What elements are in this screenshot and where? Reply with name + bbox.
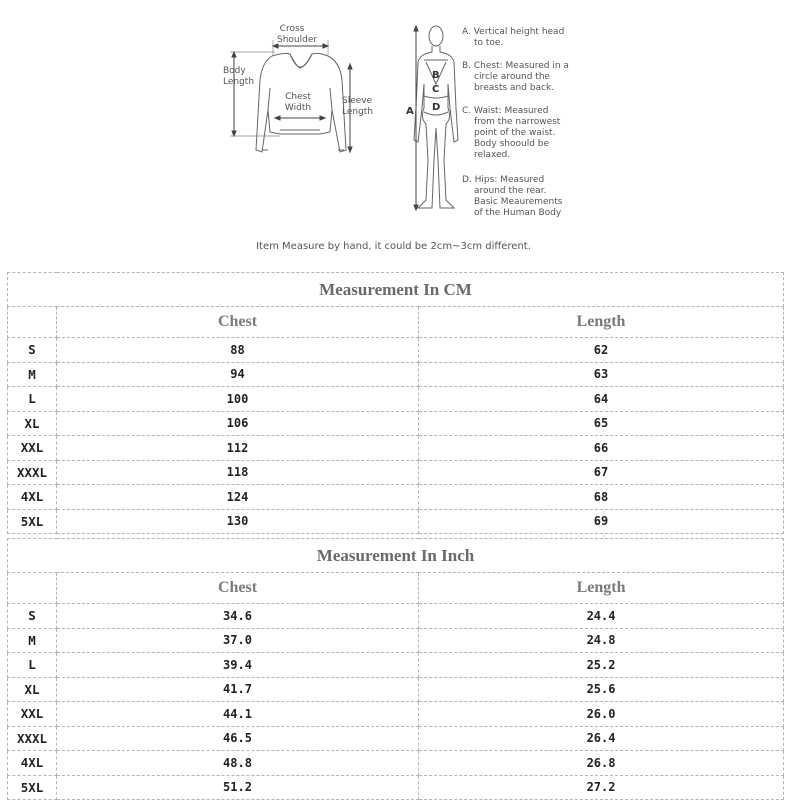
chest-cell: 44.1 — [57, 702, 419, 727]
chest-cell: 94 — [57, 362, 419, 387]
marker-d: D — [432, 102, 441, 113]
table-row — [8, 387, 784, 412]
marker-a: A — [406, 106, 414, 117]
size-cell: XL — [8, 677, 57, 702]
instruction-c-line-2: from the narrowest — [474, 117, 561, 127]
table-row — [8, 677, 784, 702]
chest-cell: 51.2 — [57, 775, 419, 800]
measurement-guide-figure — [0, 0, 807, 265]
instruction-d-line-2: around the rear. — [474, 186, 547, 196]
size-cell: XXXL — [8, 726, 57, 751]
instruction-b-line-3: breasts and back. — [474, 83, 555, 93]
instruction-a — [462, 27, 564, 49]
chest-cell: 118 — [57, 460, 419, 485]
length-cell: 25.6 — [419, 677, 784, 702]
size-table-inch — [7, 538, 784, 800]
size-cell: L — [8, 653, 57, 678]
size-cell: M — [8, 628, 57, 653]
table-row — [8, 362, 784, 387]
instruction-c-line-1: C. Waist: Measured — [462, 106, 549, 116]
size-cell: 4XL — [8, 485, 57, 510]
table-row — [8, 460, 784, 485]
body-length-label-2: Length — [223, 77, 255, 87]
table-row — [8, 702, 784, 727]
instruction-d-line-4: of the Human Body — [474, 208, 562, 218]
table-row — [8, 485, 784, 510]
instruction-b-line-2: circle around the — [474, 72, 551, 82]
table-title: Measurement In Inch — [8, 539, 784, 573]
length-cell: 69 — [419, 509, 784, 534]
instruction-a-line-2: to toe. — [474, 38, 504, 48]
length-cell: 24.4 — [419, 604, 784, 629]
size-cell: XXL — [8, 702, 57, 727]
table-title: Measurement In CM — [8, 273, 784, 307]
size-cell: 5XL — [8, 775, 57, 800]
table-row — [8, 775, 784, 800]
header-size — [8, 573, 57, 604]
table-row — [8, 751, 784, 776]
chest-cell: 39.4 — [57, 653, 419, 678]
size-cell: S — [8, 338, 57, 363]
length-cell: 66 — [419, 436, 784, 461]
instruction-c-line-3: point of the waist. — [474, 128, 556, 138]
chest-cell: 130 — [57, 509, 419, 534]
cross-shoulder-label: Cross — [279, 24, 305, 34]
chest-cell: 106 — [57, 411, 419, 436]
chest-width-label: Chest — [285, 92, 311, 102]
instruction-d-line-3: Basic Meaurements — [474, 197, 563, 207]
sleeve-length-label: Sleeve — [342, 96, 373, 106]
header-length: Length — [419, 307, 784, 338]
size-cell: XL — [8, 411, 57, 436]
length-cell: 26.4 — [419, 726, 784, 751]
instruction-c-line-4: Body shoould be — [474, 139, 550, 149]
header-size — [8, 307, 57, 338]
marker-c: C — [432, 84, 440, 95]
size-cell: 4XL — [8, 751, 57, 776]
length-cell: 25.2 — [419, 653, 784, 678]
size-cell: XXXL — [8, 460, 57, 485]
size-cell: L — [8, 387, 57, 412]
instruction-d-line-1: D. Hips: Measured — [462, 175, 545, 185]
chest-cell: 100 — [57, 387, 419, 412]
header-length: Length — [419, 573, 784, 604]
instruction-b — [462, 61, 569, 94]
size-table-cm — [7, 272, 784, 534]
chest-cell: 48.8 — [57, 751, 419, 776]
measurement-note: Item Measure by hand, it could be 2cm~3cm different. — [256, 241, 531, 252]
garment-diagram — [0, 0, 807, 240]
length-cell: 24.8 — [419, 628, 784, 653]
instruction-c — [462, 106, 560, 161]
table-row — [8, 411, 784, 436]
length-cell: 67 — [419, 460, 784, 485]
table-row — [8, 338, 784, 363]
chest-cell: 46.5 — [57, 726, 419, 751]
header-chest: Chest — [57, 307, 419, 338]
length-cell: 26.0 — [419, 702, 784, 727]
length-cell: 62 — [419, 338, 784, 363]
chest-width-label-2: Width — [284, 103, 312, 113]
instruction-c-line-5: relaxed. — [474, 150, 511, 160]
instruction-b-line-1: B. Chest: Measured in a — [462, 61, 569, 71]
table-row — [8, 436, 784, 461]
marker-b: B — [432, 70, 440, 81]
table-row — [8, 653, 784, 678]
chest-cell: 37.0 — [57, 628, 419, 653]
table-row — [8, 726, 784, 751]
size-cell: XXL — [8, 436, 57, 461]
table-row — [8, 628, 784, 653]
length-cell: 68 — [419, 485, 784, 510]
table-row — [8, 509, 784, 534]
size-cell: 5XL — [8, 509, 57, 534]
length-cell: 27.2 — [419, 775, 784, 800]
chest-cell: 34.6 — [57, 604, 419, 629]
body-length-label: Body — [223, 66, 246, 76]
instruction-d — [462, 175, 562, 219]
size-cell: M — [8, 362, 57, 387]
chest-cell: 88 — [57, 338, 419, 363]
chest-cell: 124 — [57, 485, 419, 510]
size-cell: S — [8, 604, 57, 629]
length-cell: 63 — [419, 362, 784, 387]
sleeve-length-label-2: Length — [342, 107, 374, 117]
length-cell: 64 — [419, 387, 784, 412]
instruction-a-line-1: A. Vertical height head — [462, 27, 565, 37]
header-chest: Chest — [57, 573, 419, 604]
chest-cell: 112 — [57, 436, 419, 461]
cross-shoulder-label-2: Shoulder — [277, 35, 318, 45]
length-cell: 26.8 — [419, 751, 784, 776]
chest-cell: 41.7 — [57, 677, 419, 702]
table-row — [8, 604, 784, 629]
length-cell: 65 — [419, 411, 784, 436]
